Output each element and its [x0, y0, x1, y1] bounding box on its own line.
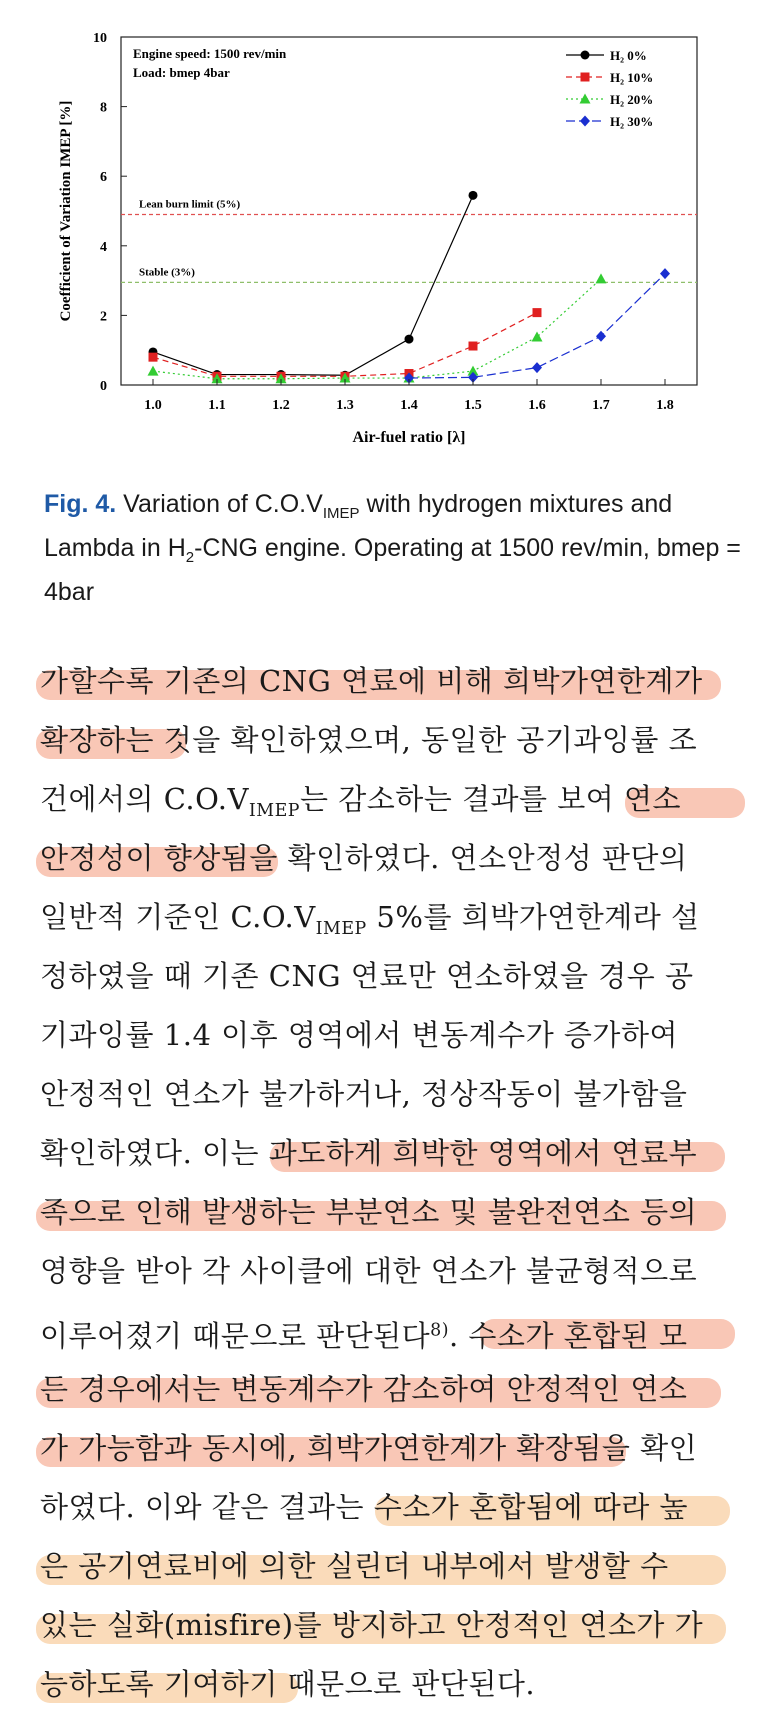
x-tick-label: 1.0	[144, 398, 162, 413]
y-axis-label: Coefficient of Variation IMEP [%]	[58, 100, 74, 322]
figure-label: Fig. 4.	[44, 490, 117, 518]
x-tick-label: 1.5	[464, 398, 482, 413]
x-tick-label: 1.8	[656, 398, 674, 413]
line-text: 안정적인 연소가 불가하거나, 정상작동이 불가함을	[40, 1077, 688, 1111]
line-text: 건에서의 C.O.V	[40, 782, 249, 816]
reference-superscript: 8)	[430, 1320, 449, 1340]
text-line	[40, 652, 740, 711]
line-text: 5%를 희박가연한계라 설	[366, 900, 700, 934]
line-text: 하였다. 이와 같은 결과는 수소가 혼합됨에 따라 높	[40, 1490, 689, 1524]
x-tick-label: 1.2	[272, 398, 290, 413]
line-text: 확장하는 것을 확인하였으며, 동일한 공기과잉률 조	[40, 723, 698, 757]
line-text: 족으로 인해 발생하는 부분연소 및 불완전연소 등의	[40, 1195, 698, 1229]
x-tick-label: 1.7	[592, 398, 610, 413]
data-point	[405, 335, 414, 344]
figure-caption	[44, 487, 744, 610]
reference-line-label: Stable (3%)	[139, 266, 195, 279]
legend-label: H₂ 0%	[610, 48, 647, 63]
text-line	[40, 1183, 740, 1242]
annotation-engine-speed: Engine speed: 1500 rev/min	[133, 46, 287, 61]
text-line	[40, 888, 740, 947]
text-line	[40, 1301, 740, 1360]
plot-area	[121, 37, 697, 385]
caption-sub-2: 2	[185, 549, 195, 566]
imep-subscript: IMEP	[248, 800, 300, 821]
line-text: 가할수록 기존의 CNG 연료에 비해 희박가연한계가	[40, 664, 703, 698]
data-point	[469, 342, 478, 351]
line-text: 영향을 받아 각 사이클에 대한 연소가 불균형적으로	[40, 1254, 698, 1288]
data-point	[149, 353, 158, 362]
y-tick-label: 0	[100, 379, 107, 394]
x-axis-label: Air-fuel ratio [λ]	[352, 429, 466, 446]
data-point	[469, 191, 478, 200]
y-tick-label: 6	[100, 170, 107, 186]
text-line	[40, 1360, 740, 1419]
y-tick-label: 8	[100, 100, 107, 116]
line-text: 는 감소하는 결과를 보여 연소	[299, 782, 682, 816]
annotation-load: Load: bmep 4bar	[133, 65, 230, 80]
legend-label: H₂ 10%	[610, 70, 654, 85]
line-text: 기과잉률 1.4 이후 영역에서 변동계수가 증가하여	[40, 1018, 678, 1052]
text-line	[40, 1124, 740, 1183]
y-tick-label: 2	[100, 309, 107, 325]
line-text: 은 공기연료비에 의한 실린더 내부에서 발생할 수	[40, 1549, 669, 1583]
line-text: 안정성이 향상됨을 확인하였다. 연소안정성 판단의	[40, 841, 688, 875]
text-line	[40, 1478, 740, 1537]
line-text: . 수소가 혼합된 모	[448, 1318, 688, 1353]
text-line	[40, 947, 740, 1006]
text-line	[40, 1537, 740, 1596]
line-text: 정하였을 때 기존 CNG 연료만 연소하였을 경우 공	[40, 959, 694, 993]
text-line	[40, 1596, 740, 1655]
line-text: 이루어졌기 때문으로 판단된다	[40, 1318, 431, 1353]
x-tick-label: 1.6	[528, 398, 546, 413]
x-tick-label: 1.1	[208, 398, 226, 413]
text-line	[40, 1006, 740, 1065]
body-paragraph	[40, 652, 740, 1714]
caption-text-1: Variation of C.O.V	[116, 490, 323, 518]
x-tick-label: 1.4	[400, 398, 418, 413]
line-text: 있는 실화(misfire)를 방지하고 안정적인 연소가 가	[40, 1608, 704, 1642]
data-point	[533, 308, 542, 317]
text-line	[40, 770, 740, 829]
line-text: 확인하였다. 이는 과도하게 희박한 영역에서 연료부	[40, 1136, 698, 1170]
caption-text-3: -CNG engine. Operating at 1500 rev/min, bmep = 4bar	[44, 534, 741, 606]
legend-label: H₂ 20%	[610, 92, 654, 107]
text-line	[40, 711, 740, 770]
legend-label: H₂ 30%	[610, 114, 654, 129]
line-text: 가 가능함과 동시에, 희박가연한계가 확장됨을 확인	[40, 1431, 698, 1465]
imep-subscript: IMEP	[315, 918, 367, 939]
text-line	[40, 1242, 740, 1301]
cov-imep-chart	[0, 0, 775, 460]
reference-line-label: Lean burn limit (5%)	[139, 198, 241, 211]
caption-text-2: with hydrogen mixtures and Lambda in H	[44, 490, 673, 562]
legend-marker	[581, 51, 590, 60]
text-line	[40, 1655, 740, 1714]
text-line	[40, 1419, 740, 1478]
y-tick-label: 4	[100, 239, 107, 255]
text-line	[40, 1065, 740, 1124]
caption-sub-imep: IMEP	[322, 505, 360, 522]
text-line	[40, 829, 740, 888]
x-tick-label: 1.3	[336, 398, 354, 413]
line-text: 능하도록 기여하기 때문으로 판단된다.	[40, 1667, 536, 1701]
line-text: 든 경우에서는 변동계수가 감소하여 안정적인 연소	[40, 1372, 688, 1406]
legend-marker	[581, 73, 590, 82]
line-text: 일반적 기준인 C.O.V	[40, 900, 316, 934]
y-tick-label: 10	[93, 31, 107, 46]
